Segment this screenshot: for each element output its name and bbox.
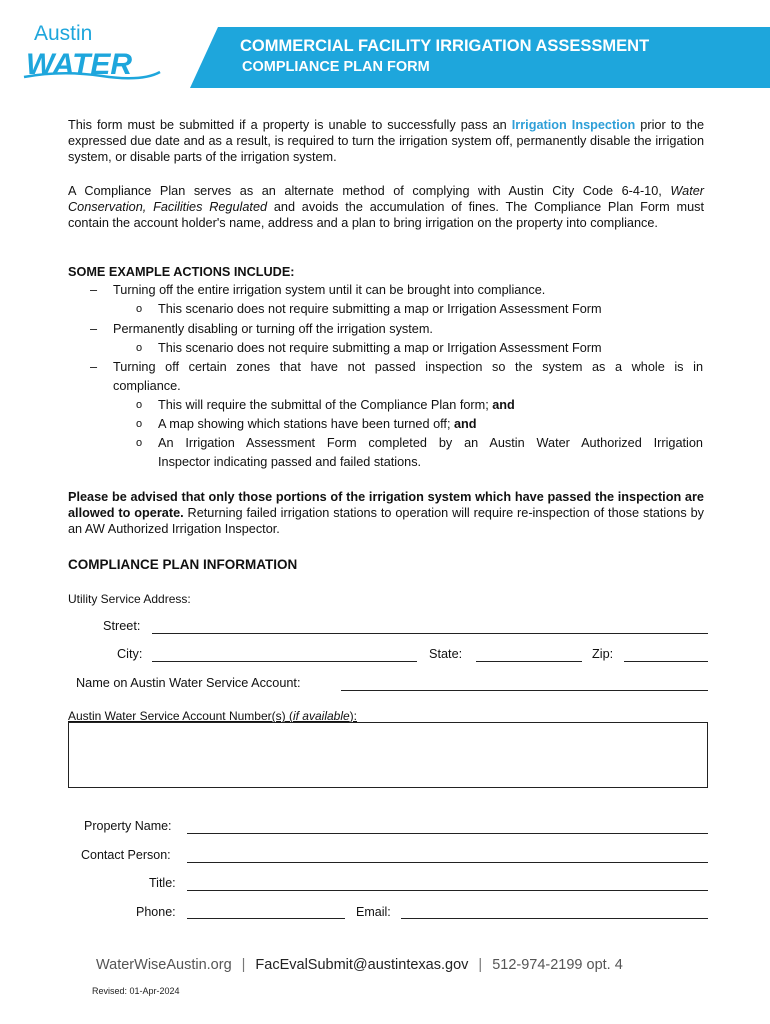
city-label: City: [117, 647, 143, 661]
city-field[interactable] [152, 661, 417, 662]
email-label: Email: [356, 905, 391, 919]
logo-water-wordmark [22, 46, 162, 84]
irrigation-inspection-link[interactable]: Irrigation Inspection [511, 118, 636, 132]
state-field[interactable] [476, 661, 582, 662]
actions-heading: SOME EXAMPLE ACTIONS INCLUDE: [68, 265, 295, 279]
street-field[interactable] [152, 633, 708, 634]
title-label: Title: [149, 876, 176, 890]
footer-phone: 512-974-2199 opt. 4 [492, 957, 623, 973]
contact-person-label: Contact Person: [81, 848, 171, 862]
footer-email-link[interactable]: FacEvalSubmit@austintexas.gov [255, 957, 469, 973]
footer-website-link[interactable]: WaterWiseAustin.org [96, 957, 232, 973]
advisory-paragraph: Please be advised that only those portions of the irrigation system which have passed the inspection are allowed to operate. Returning failed irrigation stations to operation will require re-inspection of those stations by an AW Authorized Irrigation Inspector. [68, 490, 704, 537]
account-numbers-label: Austin Water Service Account Number(s) (if available): [68, 709, 358, 723]
account-name-label: Name on Austin Water Service Account: [76, 676, 301, 690]
intro-paragraph-1: This form must be submitted if a property is unable to successfully pass an Irrigation Inspection prior to the expressed due date and as a result, is required to turn the irrigation system off, permanently disable the irrigation system, or disable parts of the irrigation system. [68, 118, 705, 165]
revision-date: Revised: 01-Apr-2024 [92, 986, 180, 996]
title-field[interactable] [187, 890, 708, 891]
zip-label: Zip: [592, 647, 614, 661]
action-1: Turning off the entire irrigation system until it can be brought into compliance. [113, 283, 546, 297]
property-name-field[interactable] [187, 833, 708, 834]
action-2-sub: This scenario does not require submitting a map or Irrigation Assessment Form [158, 341, 602, 355]
action-3-sub-1: This will require the submittal of the Compliance Plan form; and [158, 398, 515, 412]
action-3-sub-3: An Irrigation Assessment Form completed by an Austin Water Authorized Irrigation [158, 436, 703, 450]
email-field[interactable] [401, 918, 708, 919]
form-subtitle: COMPLIANCE PLAN FORM [242, 59, 430, 75]
phone-field[interactable] [187, 918, 345, 919]
logo-austin-text: Austin [34, 22, 93, 45]
zip-field[interactable] [624, 661, 708, 662]
property-name-label: Property Name: [84, 819, 172, 833]
action-3-sub-2: A map showing which stations have been turned off; and [158, 417, 477, 431]
contact-person-field[interactable] [187, 862, 708, 863]
form-title: COMMERCIAL FACILITY IRRIGATION ASSESSMENT [240, 37, 650, 55]
utility-address-label: Utility Service Address: [68, 592, 191, 606]
action-1-sub: This scenario does not require submitting a map or Irrigation Assessment Form [158, 302, 602, 316]
logo-water-text: WATER [26, 48, 133, 81]
phone-label: Phone: [136, 905, 176, 919]
header-banner [190, 27, 770, 88]
action-2: Permanently disabling or turning off the irrigation system. [113, 322, 433, 336]
intro-paragraph-2: A Compliance Plan serves as an alternate method of complying with Austin City Code 6-4-10, Water Conservation, Facilities Regulated and avoids the accumulation of fines. The Compliance Plan Form must contain the account holder's name, address and a plan to bring irrigation on the property into compliance. [68, 184, 704, 231]
state-label: State: [429, 647, 463, 661]
account-name-field[interactable] [341, 690, 708, 691]
footer-contact: WaterWiseAustin.org | FacEvalSubmit@austintexas.gov | 512-974-2199 opt. 4 [96, 957, 623, 973]
compliance-plan-heading: COMPLIANCE PLAN INFORMATION [68, 557, 298, 572]
street-label: Street: [103, 619, 141, 633]
account-numbers-field[interactable] [68, 722, 708, 788]
action-3: Turning off certain zones that have not passed inspection so the system as a whole is in [113, 360, 703, 374]
austin-water-logo [22, 22, 162, 84]
